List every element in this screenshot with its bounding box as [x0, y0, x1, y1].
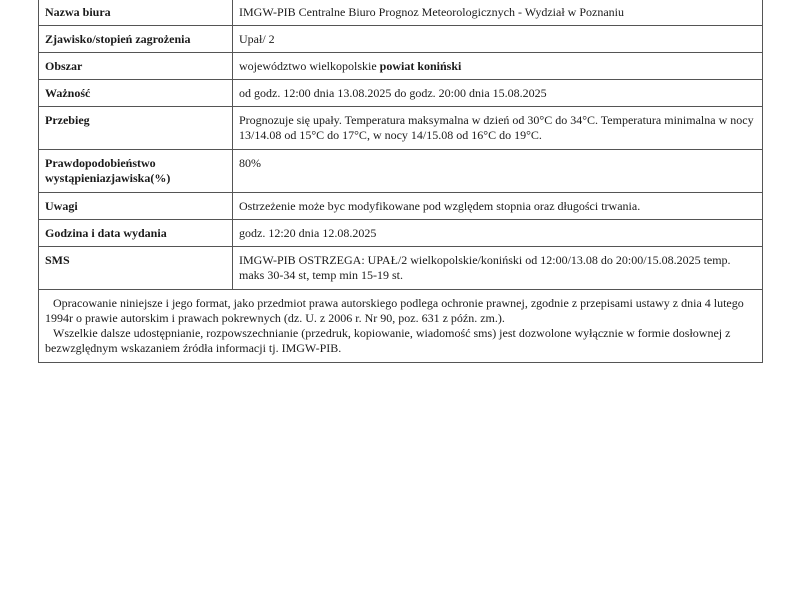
area-label: Obszar [39, 53, 233, 80]
table-row-notes [39, 193, 763, 220]
table-row-probability [39, 150, 763, 193]
area-value [233, 53, 763, 80]
table-row-issue-time [39, 220, 763, 247]
probability-label: Prawdopodobieństwo wystąpieniazjawiska(%) [39, 150, 233, 193]
copyright-paragraph: Opracowanie niniejsze i jego format, jako przedmiot prawa autorskiego podlega ochronie prawnej, zgodnie z przepisami ustawy z dnia 4 lutego 1994r o prawie autorskim i prawach pokrewnych (dz. U. z 2006 r. Nr 90, poz. 631 z późn. zm.). [45, 296, 744, 325]
phenomenon-label: Zjawisko/stopień zagrożenia [39, 26, 233, 53]
sms-value: IMGW-PIB OSTRZEGA: UPAŁ/2 wielkopolskie/koniński od 12:00/13.08 do 20:00/15.08.2025 temp. maks 30-34 st, temp min 15-19 st. [233, 247, 763, 290]
office-label: Nazwa biura [39, 0, 233, 26]
office-value: IMGW-PIB Centralne Biuro Prognoz Meteorologicznych - Wydział w Poznaniu [233, 0, 763, 26]
notes-value: Ostrzeżenie może byc modyfikowane pod względem stopnia oraz długości trwania. [233, 193, 763, 220]
table-row-area [39, 53, 763, 80]
table-row-course [39, 107, 763, 150]
table-row-office [39, 0, 763, 26]
area-county: powiat koniński [379, 59, 462, 73]
validity-value: od godz. 12:00 dnia 13.08.2025 do godz. 20:00 dnia 15.08.2025 [233, 80, 763, 107]
warning-document [38, 0, 763, 363]
issue-time-label: Godzina i data wydania [39, 220, 233, 247]
issue-time-value: godz. 12:20 dnia 12.08.2025 [233, 220, 763, 247]
area-region: województwo wielkopolskie [239, 59, 380, 73]
validity-label: Ważność [39, 80, 233, 107]
notes-label: Uwagi [39, 193, 233, 220]
course-value: Prognozuje się upały. Temperatura maksymalna w dzień od 30°C do 34°C. Temperatura minimalna w nocy 13/14.08 od 15°C do 17°C, w nocy 14/15.08 od 16°C do 19°C. [233, 107, 763, 150]
table-row-phenomenon [39, 26, 763, 53]
redistribution-paragraph: Wszelkie dalsze udostępnianie, rozpowszechnianie (przedruk, kopiowanie, wiadomość sms) jest dozwolone wyłącznie w formie dosłownej z bezwzględnym wskazaniem źródła informacji tj. IMGW-PIB. [45, 326, 731, 355]
course-label: Przebieg [39, 107, 233, 150]
copyright-notice [38, 290, 763, 363]
phenomenon-value: Upał/ 2 [233, 26, 763, 53]
probability-value: 80% [233, 150, 763, 193]
table-row-sms [39, 247, 763, 290]
sms-label: SMS [39, 247, 233, 290]
warning-table [38, 0, 763, 290]
table-row-validity [39, 80, 763, 107]
